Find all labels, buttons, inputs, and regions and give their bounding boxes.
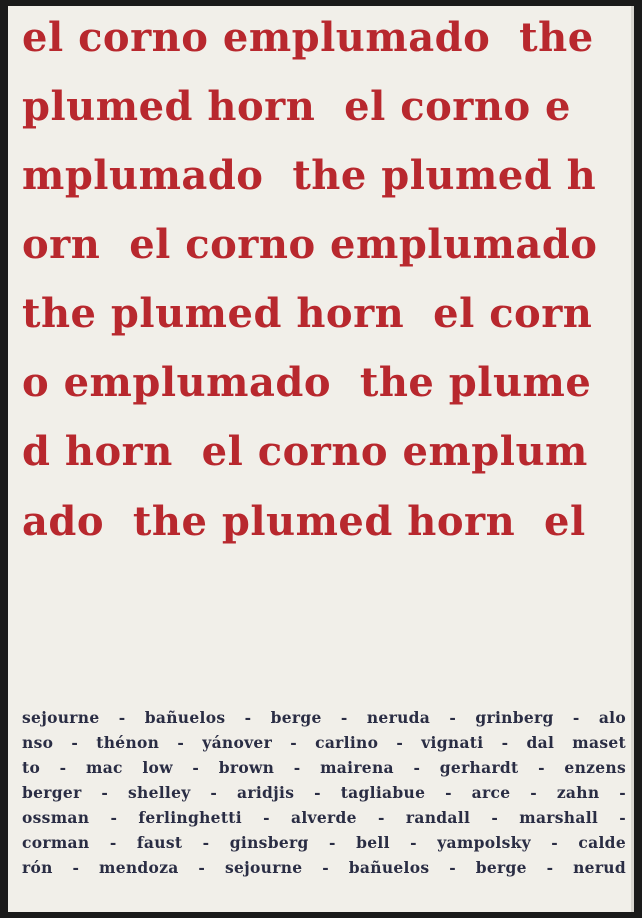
title-line-4: orn el corno emplumado [22,221,598,268]
title-line-7: d horn el corno emplum [22,428,588,475]
contributors-line-1: sejourne - bañuelos - berge - neruda - grinberg - alo [22,708,626,727]
contributors-line-6: corman - faust - ginsberg - bell - yampolsky - calde [22,833,626,852]
contributors-line-5: ossman - ferlinghetti - alverde - randall - marshall - [22,808,626,827]
contributors-line-2: nso - thénon - yánover - carlino - vignati - dal maset [22,733,626,752]
title-line-1: el corno emplumado the [22,14,594,61]
title-line-8: ado the plumed horn el [22,498,586,545]
book-cover [8,6,634,912]
title-line-5: the plumed horn el corn [22,290,593,337]
contributors-line-7: rón - mendoza - sejourne - bañuelos - berge - nerud [22,858,626,877]
contributors-line-4: berger - shelley - aridjis - tagliabue - arce - zahn - [22,783,626,802]
title-line-3: mplumado the plumed h [22,152,597,199]
title-line-6: o emplumado the plume [22,359,592,406]
title-line-2: plumed horn el corno e [22,83,571,130]
contributors-line-3: to - mac low - brown - mairena - gerhardt - enzens [22,758,626,777]
